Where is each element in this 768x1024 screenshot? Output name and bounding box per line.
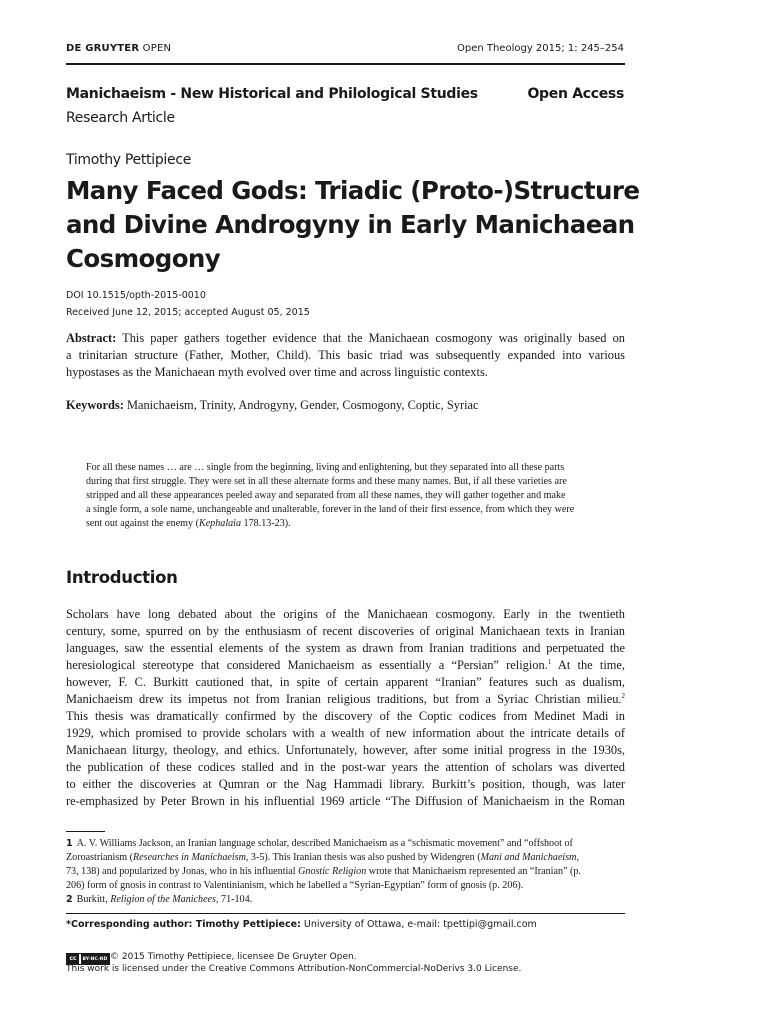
epigraph-line: For all these names … are … single from the beginning, living and enlightening, but they separated into all these parts xyxy=(86,462,565,473)
body-line: century, some, spurred on by the enthusiasm of recent discoveries of original Manichaean texts in Iranian xyxy=(66,624,625,638)
keywords xyxy=(66,397,479,414)
received-dates: Received June 12, 2015; accepted August 05, 2015 xyxy=(66,307,310,318)
doi-link[interactable]: DOI 10.1515/opth-2015-0010 xyxy=(66,290,206,301)
open-access-label: Open Access xyxy=(527,86,624,102)
footnote-text: , xyxy=(576,852,579,863)
epigraph-line xyxy=(86,517,626,531)
body-text: At the time, xyxy=(551,658,625,672)
footnote-line: 206) form of gnosis in contrast to Valentinianism, which he labelled a “Syrian-Egyptian” form of gnosis (p. 206). xyxy=(66,880,524,891)
body-line: re-emphasized by Peter Brown in his influential 1969 article “The Diffusion of Manichaeism in the Roman xyxy=(66,794,625,808)
copyright-notice: © 2015 Timothy Pettipiece, licensee De Gruyter Open. xyxy=(110,952,357,962)
epigraph-source-title: Kephalaia xyxy=(198,518,242,529)
footnote-title: Gnostic Religion xyxy=(298,866,367,877)
body-line: This thesis was dramatically confirmed by the discovery of the Coptic codices from Medinet Madi in xyxy=(66,709,625,723)
corresponding-author xyxy=(66,919,537,930)
epigraph-line: stripped and all these appearances peeled away and separated from all these names, they will gather together and make xyxy=(86,490,566,501)
series-title: Manichaeism - New Historical and Philological Studies xyxy=(66,86,478,102)
body-text: heresiological stereotype that considered Manichaeism as essentially a “Persian” religion. xyxy=(66,658,548,672)
footnote-ref-1[interactable]: 1 xyxy=(547,658,552,666)
abstract-label: Abstract: xyxy=(66,331,117,345)
title-line: Many Faced Gods: Triadic (Proto-)Structure xyxy=(66,176,640,205)
cc-terms-icon: BY-NC-ND xyxy=(81,954,109,964)
body-line: 1929, which promised to provide scholars with a wealth of new information about the intricate details of xyxy=(66,726,625,740)
license-notice: This work is licensed under the Creative Commons Attribution-NonCommercial-NoDerivs 3.0 License. xyxy=(66,964,522,974)
body-paragraph xyxy=(66,606,625,810)
article-type: Research Article xyxy=(66,110,175,126)
keywords-label: Keywords: xyxy=(66,398,124,412)
footnote-text: Zoroastrianism ( xyxy=(66,852,133,863)
body-line: Scholars have long debated about the origins of the Manichaean cosmogony. Early in the twentieth xyxy=(66,607,625,621)
footnote-rule xyxy=(66,831,105,832)
footnote-number: 2 xyxy=(66,894,73,905)
footnote-text: wrote that Manichaeism represented an “Iranian” (p. xyxy=(366,866,581,877)
abstract-line: This paper gathers together evidence that the Manichaean cosmogony was originally based on xyxy=(122,331,626,345)
journal-reference: Open Theology 2015; 1: 245–254 xyxy=(456,43,624,54)
footnote-title: Researches in Manichaeism xyxy=(133,852,246,863)
publisher-name-bold: DE GRUYTER xyxy=(66,43,140,54)
footnote-title: Mani and Manichaeism xyxy=(480,852,577,863)
footnote-title: Religion of the Manichees xyxy=(110,894,216,905)
body-line: the publication of these codices stalled and in the post-war years the attention of scholars was diverted xyxy=(66,760,625,774)
corresponding-label: *Corresponding author: Timothy Pettipiece: xyxy=(66,919,301,930)
body-line: however, F. C. Burkitt cautioned that, in spite of certain apparent “Iranian” features such as dualism, xyxy=(66,675,625,689)
body-text: Manichaeism drew its impetus not from Iranian religious traditions, but from a Syriac Christian milieu. xyxy=(66,692,622,706)
footnote-line xyxy=(66,865,625,879)
abstract xyxy=(66,330,625,381)
footnote-text: , 71-104. xyxy=(215,894,253,905)
footnote-2 xyxy=(66,893,625,907)
title-line: and Divine Androgyny in Early Manichaean xyxy=(66,210,635,239)
body-line xyxy=(66,691,625,708)
footnote-text: Burkitt, xyxy=(76,894,111,905)
epigraph-line: a single form, a sole name, unchangeable and unalterable, forever in the land of their first essence, from which they were xyxy=(86,504,575,515)
body-line: languages, saw the essential elements of the system as drawn from Iranian traditions and perpetuated the xyxy=(66,641,625,655)
epigraph-quote xyxy=(86,461,626,531)
publisher-name-rest: OPEN xyxy=(142,43,172,54)
section-heading: Introduction xyxy=(66,568,178,587)
footnote-ref-2[interactable]: 2 xyxy=(621,692,625,700)
epigraph-line: during that first struggle. They were set in all these alternate forms and these many names. But, if all these varieties are xyxy=(86,476,567,487)
footnotes xyxy=(66,837,625,907)
corresponding-text: University of Ottawa, e-mail: tpettipi@gmail.com xyxy=(300,919,537,930)
abstract-line: hypostases as the Manichaean myth evolved over time and across linguistic contexts. xyxy=(66,365,488,379)
footnote-number: 1 xyxy=(66,838,73,849)
publisher-name xyxy=(66,43,171,54)
cc-icon: cc xyxy=(67,954,79,964)
keywords-text: Manichaeism, Trinity, Androgyny, Gender, Cosmogony, Coptic, Syriac xyxy=(126,398,479,412)
footnote-text: 73, 138) and popularized by Jonas, who in his influential xyxy=(66,866,299,877)
author-name: Timothy Pettipiece xyxy=(66,152,192,168)
footnote-line xyxy=(66,851,625,865)
abstract-line: a trinitarian structure (Father, Mother, Child). This basic triad was subsequently expanded into various xyxy=(66,348,625,362)
body-line: to either the discoveries at Qumran or the Nag Hammadi library. Burkitt’s position, though, was later xyxy=(66,777,625,791)
corresponding-rule xyxy=(66,913,625,914)
footnote-1 xyxy=(66,837,625,851)
title-line: Cosmogony xyxy=(66,244,221,273)
article-title xyxy=(66,174,646,276)
body-line xyxy=(66,657,625,674)
footnote-text: , 3-5). This Iranian thesis was also pushed by Widengren ( xyxy=(245,852,481,863)
footnote-text: A. V. Williams Jackson, an Iranian language scholar, described Manichaeism as a “schismatic movement” and “offshoot of xyxy=(76,838,573,849)
epigraph-text: sent out against the enemy ( xyxy=(86,518,199,529)
body-line: Manichaean liturgy, theology, and ethics. Unfortunately, however, after some initial progress in the 1930s, xyxy=(66,743,625,757)
epigraph-text: 178.13-23). xyxy=(241,518,291,529)
header-rule xyxy=(66,63,625,65)
